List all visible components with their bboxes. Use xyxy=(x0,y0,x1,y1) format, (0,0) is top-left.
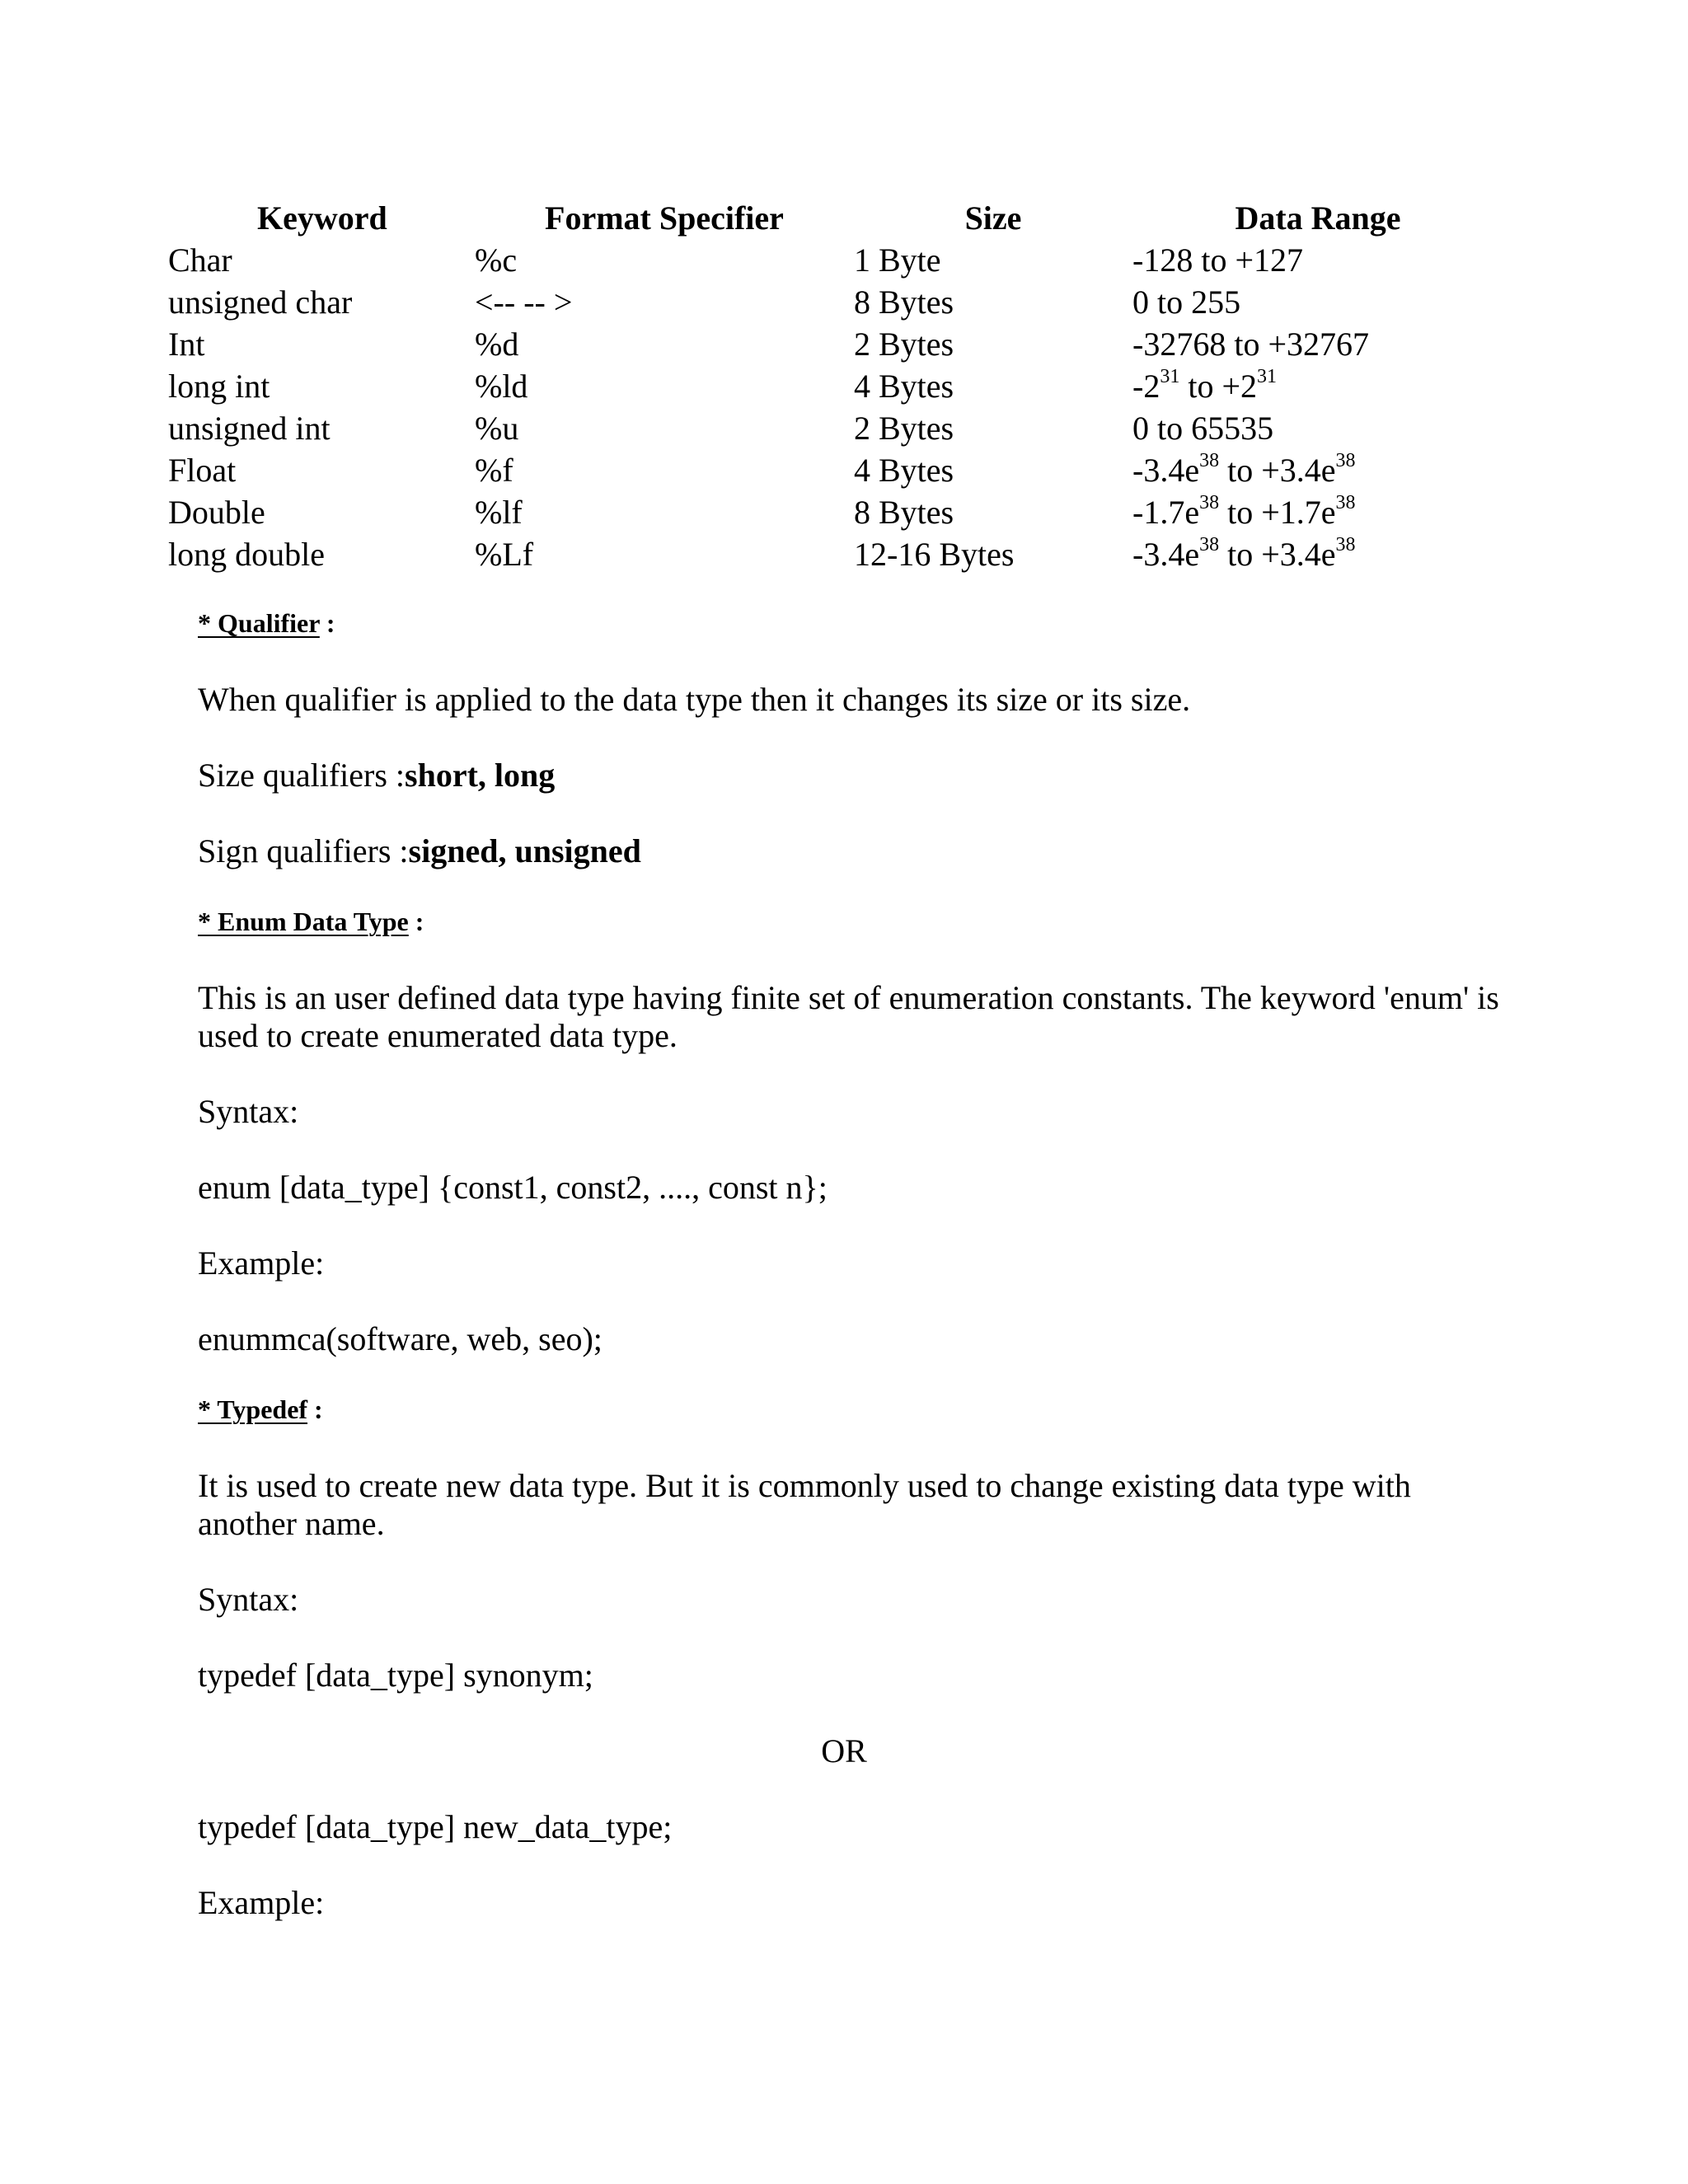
range-high: +3.4e xyxy=(1261,536,1336,573)
qualifier-description: When qualifier is applied to the data type then it changes its size or its size. xyxy=(198,681,1191,718)
table-header-row xyxy=(168,198,1503,239)
range-separator: to xyxy=(1226,326,1268,363)
keyword-cell: long double xyxy=(168,536,325,573)
qualifier-heading xyxy=(198,608,335,639)
range-separator: to xyxy=(1179,368,1222,405)
qualifier-heading-suffix: : xyxy=(319,608,335,638)
size-cell: 4 Bytes xyxy=(854,452,954,489)
keyword-cell: Int xyxy=(168,326,205,363)
typedef-or: OR xyxy=(821,1732,867,1769)
size-cell: 4 Bytes xyxy=(854,368,954,405)
range-separator: to xyxy=(1149,284,1192,321)
enum-heading-text: * Enum Data Type xyxy=(198,907,409,936)
data-type-table xyxy=(168,198,1503,575)
typedef-syntax-2: typedef [data_type] new_data_type; xyxy=(198,1808,673,1845)
format-specifier-cell: %Lf xyxy=(475,536,534,573)
keyword-cell: Double xyxy=(168,494,265,531)
format-specifier-cell: <-- -- > xyxy=(475,284,573,321)
size-qualifiers-line xyxy=(198,757,1500,794)
data-range-cell xyxy=(1132,407,1503,449)
format-specifier-cell: %d xyxy=(475,326,519,363)
format-specifier-cell: %ld xyxy=(475,368,528,405)
size-cell: 2 Bytes xyxy=(854,410,954,447)
range-low: -1.7e xyxy=(1132,494,1200,531)
range-high-exponent: 38 xyxy=(1335,492,1356,513)
range-low-exponent: 38 xyxy=(1199,492,1220,513)
enum-example: enummca(software, web, seo); xyxy=(198,1320,603,1357)
range-low: -3.4e xyxy=(1132,536,1200,573)
range-low: -3.4e xyxy=(1132,452,1200,489)
typedef-description: It is used to create new data type. But it is commonly used to change existing data type with another name. xyxy=(198,1467,1411,1542)
keyword-cell: Float xyxy=(168,452,237,489)
typedef-heading xyxy=(198,1394,323,1425)
enum-heading-suffix: : xyxy=(408,907,424,936)
typedef-heading-text: * Typedef xyxy=(198,1394,308,1424)
range-low-exponent: 31 xyxy=(1160,366,1180,387)
range-low: -2 xyxy=(1132,368,1160,405)
data-range-cell xyxy=(1132,281,1503,323)
sign-qualifiers-values: signed, unsigned xyxy=(408,832,641,869)
table-row xyxy=(168,491,1503,533)
enum-syntax: enum [data_type] {const1, const2, ...., const n}; xyxy=(198,1169,828,1206)
data-range-cell xyxy=(1132,533,1503,575)
range-low-exponent: 38 xyxy=(1199,450,1220,471)
keyword-cell: Char xyxy=(168,241,232,279)
typedef-heading-suffix: : xyxy=(307,1394,323,1424)
range-high: 65535 xyxy=(1191,410,1274,447)
table-row xyxy=(168,239,1503,281)
range-low: 0 xyxy=(1132,410,1149,447)
range-high-exponent: 38 xyxy=(1335,534,1356,555)
range-high-exponent: 31 xyxy=(1257,366,1278,387)
table-body xyxy=(168,239,1503,575)
size-qualifiers-values: short, long xyxy=(405,757,556,794)
range-low: -32768 xyxy=(1132,326,1226,363)
size-cell: 12-16 Bytes xyxy=(854,536,1015,573)
range-separator: to xyxy=(1193,241,1236,279)
enum-syntax-label: Syntax: xyxy=(198,1093,299,1130)
size-cell: 2 Bytes xyxy=(854,326,954,363)
keyword-cell: long int xyxy=(168,368,270,405)
header-keyword: Keyword xyxy=(257,199,387,237)
range-high: +1.7e xyxy=(1261,494,1336,531)
size-cell: 1 Byte xyxy=(854,241,941,279)
range-high: +32767 xyxy=(1268,326,1370,363)
table-row xyxy=(168,281,1503,323)
range-separator: to xyxy=(1149,410,1192,447)
data-range-cell xyxy=(1132,323,1503,365)
size-cell: 8 Bytes xyxy=(854,494,954,531)
range-low-exponent: 38 xyxy=(1199,534,1220,555)
table-row xyxy=(168,407,1503,449)
range-low: -128 xyxy=(1132,241,1193,279)
size-qualifiers-label: Size qualifiers : xyxy=(198,757,406,794)
keyword-cell: unsigned int xyxy=(168,410,331,447)
table-row xyxy=(168,323,1503,365)
format-specifier-cell: %c xyxy=(475,241,518,279)
sign-qualifiers-line xyxy=(198,832,1500,870)
range-high-exponent: 38 xyxy=(1335,450,1356,471)
size-cell: 8 Bytes xyxy=(854,284,954,321)
range-separator: to xyxy=(1219,452,1262,489)
typedef-example-label: Example: xyxy=(198,1884,325,1921)
sign-qualifiers-label: Sign qualifiers : xyxy=(198,832,409,869)
table-row xyxy=(168,533,1503,575)
table-row xyxy=(168,365,1503,407)
header-size: Size xyxy=(964,199,1022,237)
table-row xyxy=(168,449,1503,491)
enum-heading xyxy=(198,907,424,937)
typedef-syntax-1: typedef [data_type] synonym; xyxy=(198,1657,593,1694)
format-specifier-cell: %f xyxy=(475,452,513,489)
enum-description: This is an user defined data type having finite set of enumeration constants. The keyword 'enum' is used to create enumerated data type. xyxy=(198,979,1499,1054)
format-specifier-cell: %lf xyxy=(475,494,523,531)
keyword-cell: unsigned char xyxy=(168,284,353,321)
data-range-cell xyxy=(1132,491,1503,533)
range-high: +3.4e xyxy=(1261,452,1336,489)
range-low: 0 xyxy=(1132,284,1149,321)
data-range-cell xyxy=(1132,449,1503,491)
enum-example-label: Example: xyxy=(198,1244,325,1282)
data-range-cell xyxy=(1132,365,1503,407)
range-separator: to xyxy=(1219,536,1262,573)
range-high: 255 xyxy=(1191,284,1241,321)
data-range-cell xyxy=(1132,239,1503,281)
range-high: +127 xyxy=(1235,241,1304,279)
qualifier-heading-text: * Qualifier xyxy=(198,608,320,638)
range-high: +2 xyxy=(1221,368,1258,405)
typedef-syntax-label: Syntax: xyxy=(198,1581,299,1618)
header-data-range: Data Range xyxy=(1235,199,1401,237)
format-specifier-cell: %u xyxy=(475,410,519,447)
header-format-specifier: Format Specifier xyxy=(545,199,784,237)
range-separator: to xyxy=(1219,494,1262,531)
